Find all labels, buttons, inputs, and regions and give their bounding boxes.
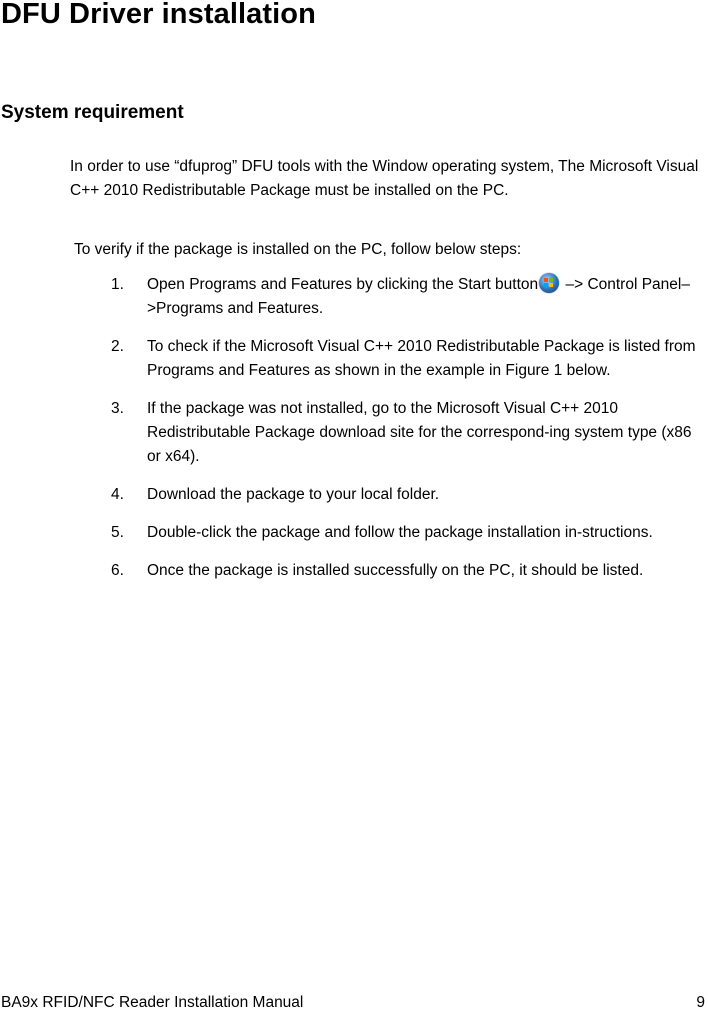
intro-paragraph: In order to use “dfuprog” DFU tools with the Window operating system, The Microsoft Visual C++ 2010 Redistributable Package must be installed on the PC.: [70, 158, 699, 199]
step-text: Double-click the package and follow the package installation in-structions.: [147, 524, 653, 541]
step-text: Open Programs and Features by clicking the Start button: [147, 276, 539, 293]
step-text-continued: –> Control Panel–>Programs and Features.: [147, 276, 690, 317]
list-item-step-3: [0, 397, 707, 469]
footer-manual-title: BA9x RFID/NFC Reader Installation Manual: [1, 994, 304, 1011]
step-number: 1.: [111, 276, 124, 293]
windows-start-icon: [539, 273, 559, 293]
step-number: 5.: [111, 524, 124, 541]
step-text: Once the package is installed successfully on the PC, it should be listed.: [147, 562, 644, 579]
step-text: To check if the Microsoft Visual C++ 2010 Redistributable Package is listed from Programs and Features as shown in the example in Figure 1 below.: [147, 338, 696, 379]
installation-steps-list: [0, 273, 708, 597]
list-item-step-5: [0, 521, 707, 545]
section-heading-system-requirement: System requirement: [1, 102, 184, 123]
step-number: 2.: [111, 338, 124, 355]
list-item-step-6: [0, 559, 707, 583]
step-number: 3.: [111, 400, 124, 417]
step-text: If the package was not installed, go to the Microsoft Visual C++ 2010 Redistributable Package download site for the correspond-ing system type (x86 or x64).: [147, 400, 692, 465]
step-number: 4.: [111, 486, 124, 503]
page-title: DFU Driver installation: [1, 0, 316, 30]
list-item-step-2: [0, 335, 707, 383]
footer-page-number: 9: [696, 994, 705, 1011]
list-item-step-4: [0, 483, 707, 507]
step-number: 6.: [111, 562, 124, 579]
list-item-step-1: [0, 273, 707, 321]
verify-instruction: To verify if the package is installed on the PC, follow below steps:: [74, 241, 522, 258]
step-text: Download the package to your local folder.: [147, 486, 440, 503]
